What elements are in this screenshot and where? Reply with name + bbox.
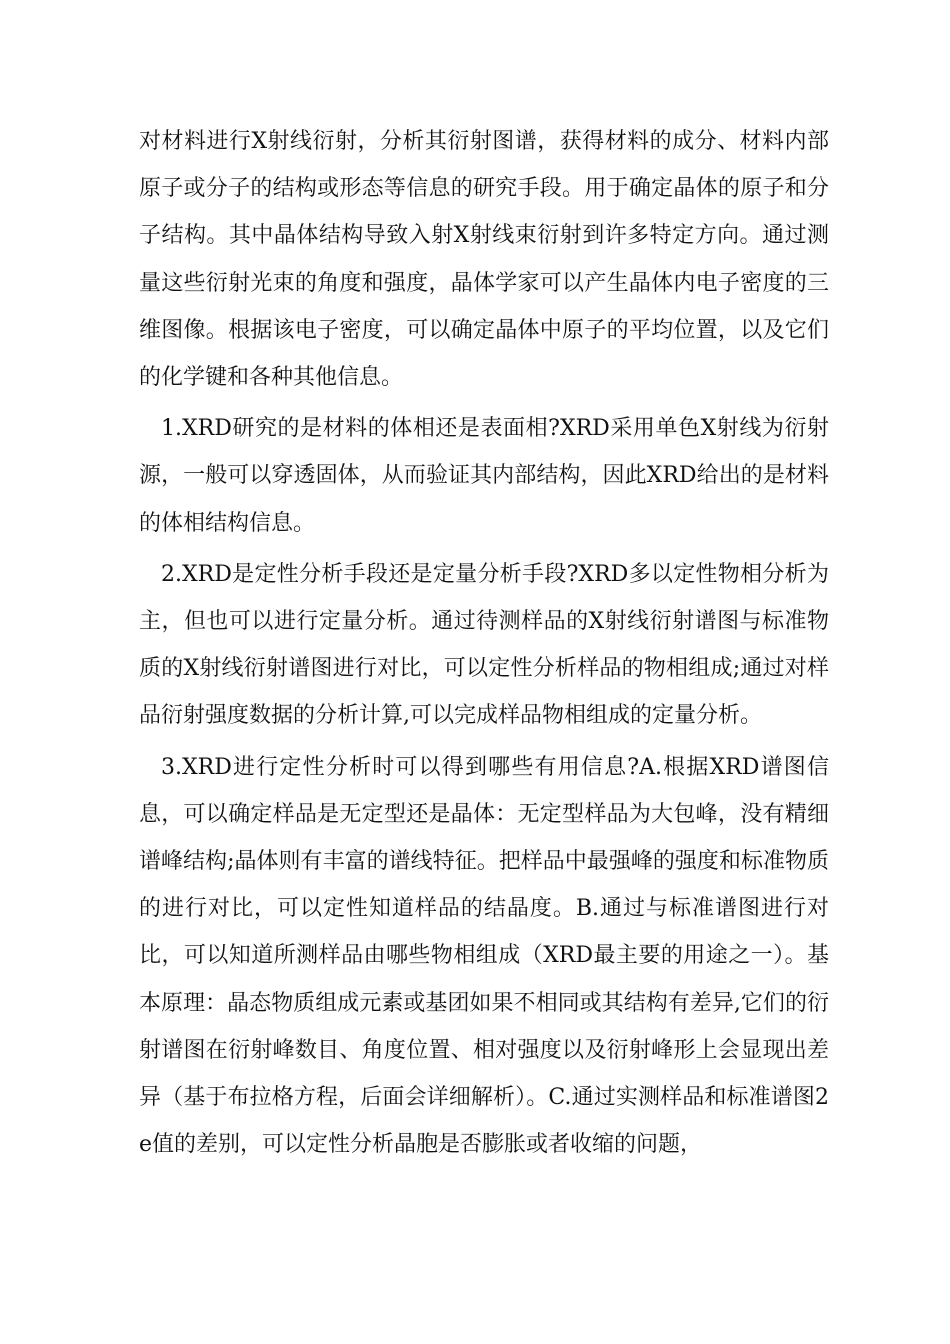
question-2-paragraph: 2.XRD是定性分析手段还是定量分析手段?XRD多以定性物相分析为主，但也可以进行定量分析。通过待测样品的X射线衍射谱图与标准物质的X射线衍射谱图进行对比，可以定性分析样品的物相组成;通过对样品衍射强度数据的分析计算,可以完成样品物相组成的定量分析。 [139, 561, 829, 729]
document-body [139, 118, 829, 1168]
intro-paragraph: 对材料进行X射线衍射，分析其衍射图谱，获得材料的成分、材料内部原子或分子的结构或形态等信息的研究手段。用于确定晶体的原子和分子结构。其中晶体结构导致入射X射线束衍射到许多特定方向。通过测量这些衍射光束的角度和强度，晶体学家可以产生晶体内电子密度的三维图像。根据该电子密度，可以确定晶体中原子的平均位置，以及它们的化学键和各种其他信息。 [139, 129, 829, 391]
question-1-paragraph: 1.XRD研究的是材料的体相还是表面相?XRD采用单色X射线为衍射源，一般可以穿透固体，从而验证其内部结构，因此XRD给出的是材料的体相结构信息。 [139, 416, 829, 536]
question-3-paragraph: 3.XRD进行定性分析时可以得到哪些有用信息?A.根据XRD谱图信息，可以确定样品是无定型还是晶体：无定型样品为大包峰，没有精细谱峰结构;晶体则有丰富的谱线特征。把样品中最强峰的强度和标准物质的进行对比，可以定性知道样品的结晶度。B.通过与标准谱图进行对比，可以知道所测样品由哪些物相组成（XRD最主要的用途之一）。基本原理：晶态物质组成元素或基团如果不相同或其结构有差异,它们的衍射谱图在衍射峰数目、角度位置、相对强度以及衍射峰形上会显现出差异（基于布拉格方程，后面会详细解析）。C.通过实测样品和标准谱图2e值的差别，可以定性分析晶胞是否膨胀或者收缩的问题， [139, 754, 829, 1158]
